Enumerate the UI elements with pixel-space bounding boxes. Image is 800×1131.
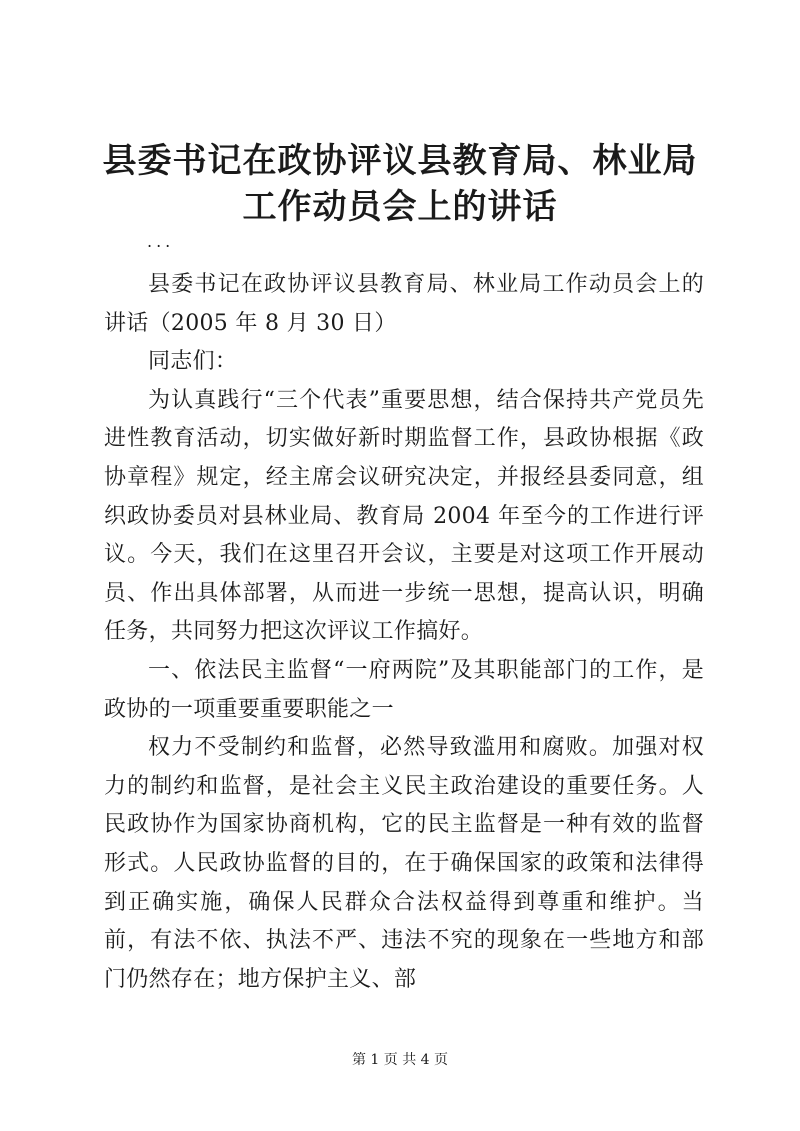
document-title: 县委书记在政协评议县教育局、林业局工作动员会上的讲话	[102, 141, 698, 227]
section-heading: 一、依法民主监督“一府两院”及其职能部门的工作，是政协的一项重要重要职能之一	[104, 657, 704, 722]
subtitle-paragraph: 县委书记在政协评议县教育局、林业局工作动员会上的讲话（2005 年 8 月 30 日）	[104, 272, 704, 336]
document-body	[104, 266, 704, 999]
body-paragraph: 权力不受制约和监督，必然导致滥用和腐败。加强对权力的制约和监督，是社会主义民主政治建设的重要任务。人民政协作为国家协商机构，它的民主监督是一种有效的监督形式。人民政协监督的目的，在于确保国家的政策和法律得到正确实施，确保人民群众合法权益得到尊重和维护。当前，有法不依、执法不严、违法不究的现象在一些地方和部门仍然存在；地方保护主义、部	[104, 735, 704, 992]
salutation-paragraph: 同志们：	[148, 349, 238, 375]
ellipsis-marker: ...	[147, 232, 175, 251]
page-footer: 第 1 页 共 4 页	[351, 1052, 449, 1068]
intro-paragraph: 为认真践行“三个代表”重要思想，结合保持共产党员先进性教育活动，切实做好新时期监督工作，县政协根据《政协章程》规定，经主席会议研究决定，并报经县委同意，组织政协委员对县林业局、教育局 2004 年至今的工作进行评议。今天，我们在这里召开会议，主要是对这项工作开展动员、作出具体部署，从而进一步统一思想，提高认识，明确任务，共同努力把这次评议工作搞好。	[104, 387, 704, 645]
